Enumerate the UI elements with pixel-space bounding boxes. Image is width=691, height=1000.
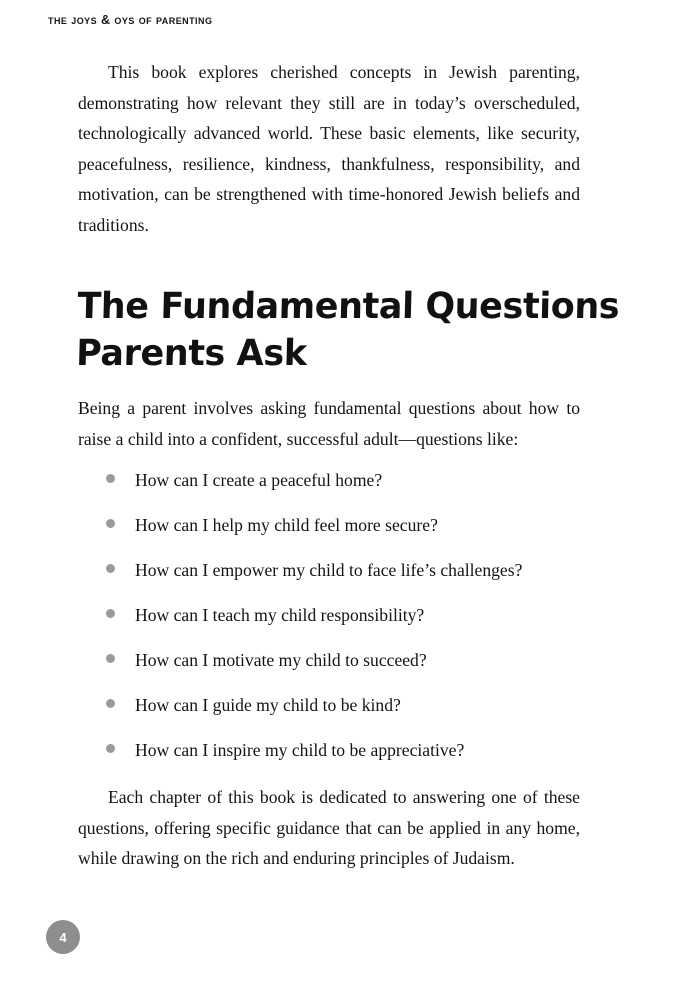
lead-in-paragraph: Being a parent involves asking fundamental questions about how to raise a child into a confident, successful adult—questions like: bbox=[78, 398, 580, 449]
bullet-dot-icon bbox=[106, 474, 115, 483]
list-item-label: How can I teach my child responsibility? bbox=[135, 605, 425, 625]
list-item bbox=[78, 646, 580, 691]
question-list bbox=[78, 466, 580, 781]
bullet-dot-icon bbox=[106, 654, 115, 663]
section-heading-line-2: Parents Ask bbox=[75, 333, 308, 374]
list-item bbox=[78, 556, 580, 601]
outro-paragraph: Each chapter of this book is dedicated to answering one of these questions, offering specific guidance that can be applied in any home, while drawing on the rich and enduring principles of Judaism. bbox=[78, 787, 580, 868]
bullet-dot-icon bbox=[106, 519, 115, 528]
list-item bbox=[78, 511, 580, 556]
list-item-label: How can I motivate my child to succeed? bbox=[135, 650, 427, 670]
running-header: the joys & oys of parenting bbox=[48, 13, 213, 27]
list-item bbox=[78, 691, 580, 736]
list-item-label: How can I help my child feel more secure? bbox=[135, 515, 438, 535]
section-heading bbox=[75, 283, 620, 377]
section-heading-line-1: The Fundamental Questions bbox=[76, 286, 620, 327]
list-item-label: How can I guide my child to be kind? bbox=[135, 695, 401, 715]
bullet-dot-icon bbox=[106, 609, 115, 618]
intro-paragraph: This book explores cherished concepts in Jewish parenting, demonstrating how relevant they still are in today’s overscheduled, technologically advanced world. These basic elements, like security, peacefulness, resilience, kindness, thankfulness, responsibility, and motivation, can be strengthened with time-honored Jewish beliefs and traditions. bbox=[78, 62, 580, 235]
bullet-dot-icon bbox=[106, 744, 115, 753]
bullet-dot-icon bbox=[106, 699, 115, 708]
list-item-label: How can I empower my child to face life’s challenges? bbox=[135, 560, 523, 580]
list-item bbox=[78, 736, 580, 781]
list-item bbox=[78, 466, 580, 511]
list-item-label: How can I inspire my child to be appreciative? bbox=[135, 740, 465, 760]
list-item-label: How can I create a peaceful home? bbox=[135, 470, 383, 490]
page-number-badge: 4 bbox=[46, 920, 80, 954]
bullet-dot-icon bbox=[106, 564, 115, 573]
list-item bbox=[78, 601, 580, 646]
